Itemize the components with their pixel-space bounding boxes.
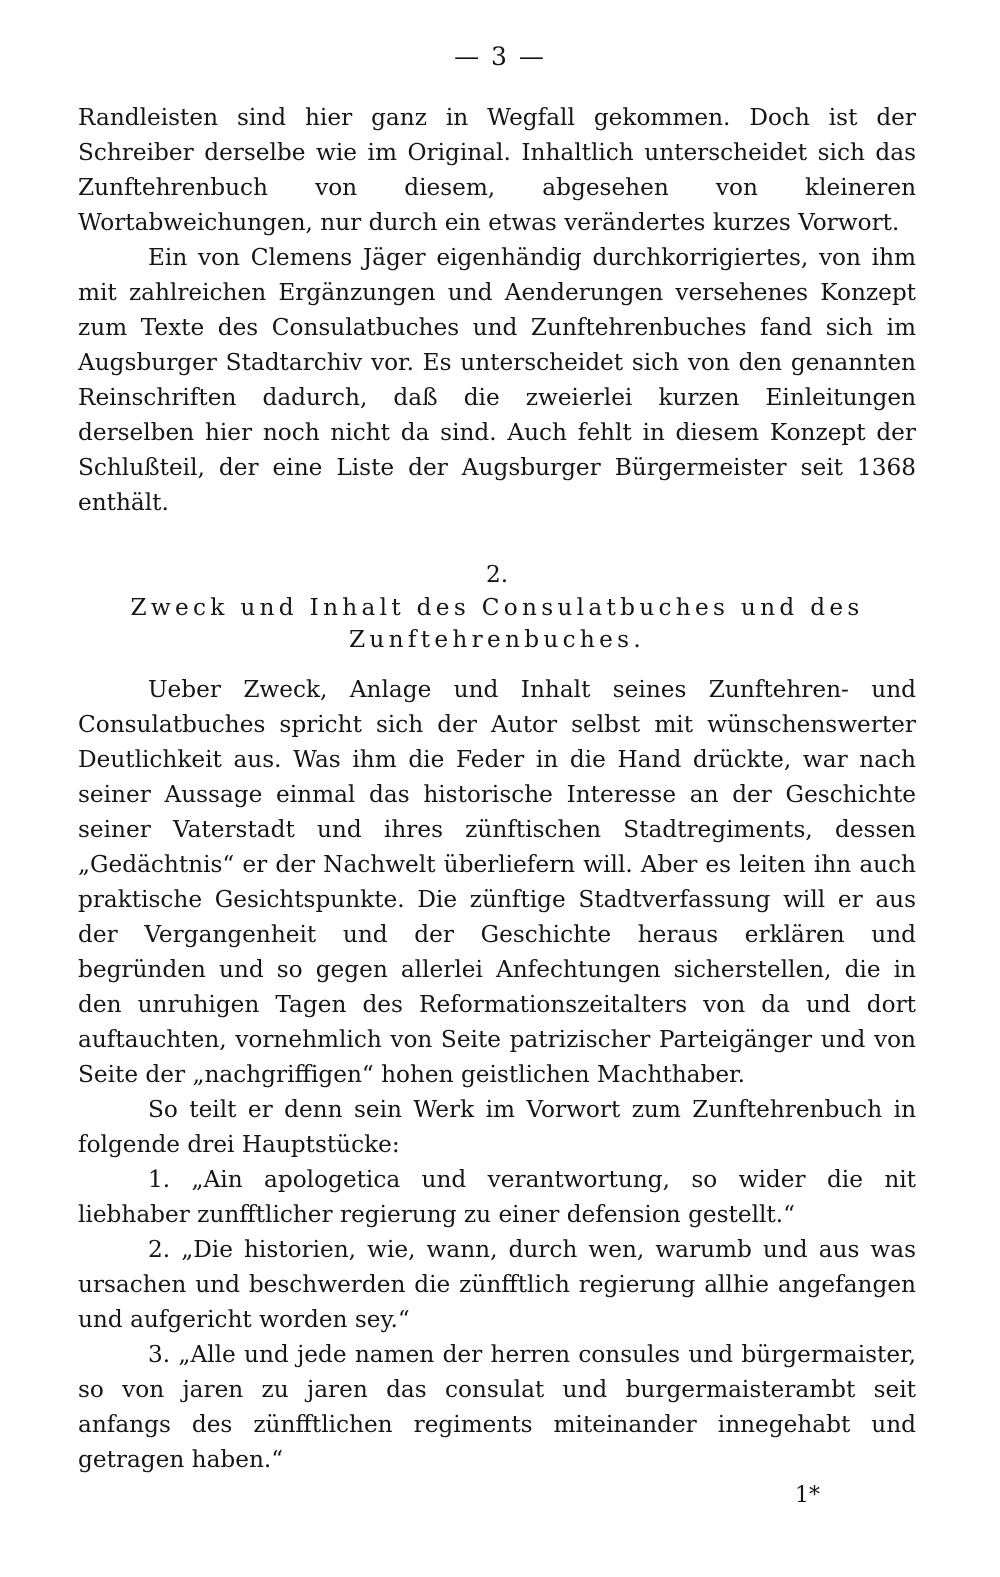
list-item: 1. „Ain apologetica und verantwortung, so wider die nit liebhaber zunfftlicher regierung zu einer defension gestellt.“: [78, 1166, 916, 1228]
list-item: 2. „Die historien, wie, wann, durch wen, warumb und aus was ursachen und beschwerden die zünfftlich regierung allhie angefangen und aufgericht worden sey.“: [78, 1236, 916, 1333]
section-number: 2.: [485, 561, 509, 588]
signature-mark: 1*: [795, 1483, 820, 1508]
section-title: Zweck und Inhalt des Consulatbuches und des Zunftehrenbuches.: [130, 594, 864, 653]
list-item: 3. „Alle und jede namen der herren consules und bürgermaister, so von jaren zu jaren das consulat und burgermaisterambt seit anfangs des zünfftlichen regiments miteinander innegehabt und getragen haben.“: [78, 1341, 916, 1473]
paragraph: So teilt er denn sein Werk im Vorwort zum Zunftehrenbuch in folgende drei Hauptstücke:: [78, 1096, 916, 1158]
body-text: [78, 100, 916, 1477]
paragraph: Randleisten sind hier ganz in Wegfall gekommen. Doch ist der Schreiber derselbe wie im Original. Inhaltlich unterscheidet sich das Zunftehrenbuch von diesem, abgesehen von kleineren Wortabweichungen, nur durch ein etwas verändertes kurzes Vorwort.: [78, 104, 916, 236]
paragraph: Ein von Clemens Jäger eigenhändig durchkorrigiertes, von ihm mit zahlreichen Ergänzungen und Aenderungen versehenes Konzept zum Texte des Consulatbuches und Zunftehrenbuches fand sich im Augsburger Stadtarchiv vor. Es unterscheidet sich von den genannten Reinschriften dadurch, daß die zweierlei kurzen Einleitungen derselben hier noch nicht da sind. Auch fehlt in diesem Konzept der Schlußteil, der eine Liste der Augsburger Bürgermeister seit 1368 enthält.: [78, 244, 916, 516]
page-number: — 3 —: [454, 42, 546, 71]
paragraph: Ueber Zweck, Anlage und Inhalt seines Zunftehren- und Consulatbuches spricht sich der Autor selbst mit wünschenswerter Deutlichkeit aus. Was ihm die Feder in die Hand drückte, war nach seiner Aussage einmal das historische Interesse an der Geschichte seiner Vaterstadt und ihres zünftischen Stadtregiments, dessen „Gedächtnis“ er der Nachwelt überliefern will. Aber es leiten ihn auch praktische Gesichtspunkte. Die zünftige Stadtverfassung will er aus der Vergangenheit und der Geschichte heraus erklären und begründen und so gegen allerlei Anfechtungen sicherstellen, die in den unruhigen Tagen des Reformationszeitalters von da und dort auftauchten, vornehmlich von Seite patrizischer Parteigänger und von Seite der „nachgriffigen“ hohen geistlichen Machthaber.: [78, 676, 916, 1088]
